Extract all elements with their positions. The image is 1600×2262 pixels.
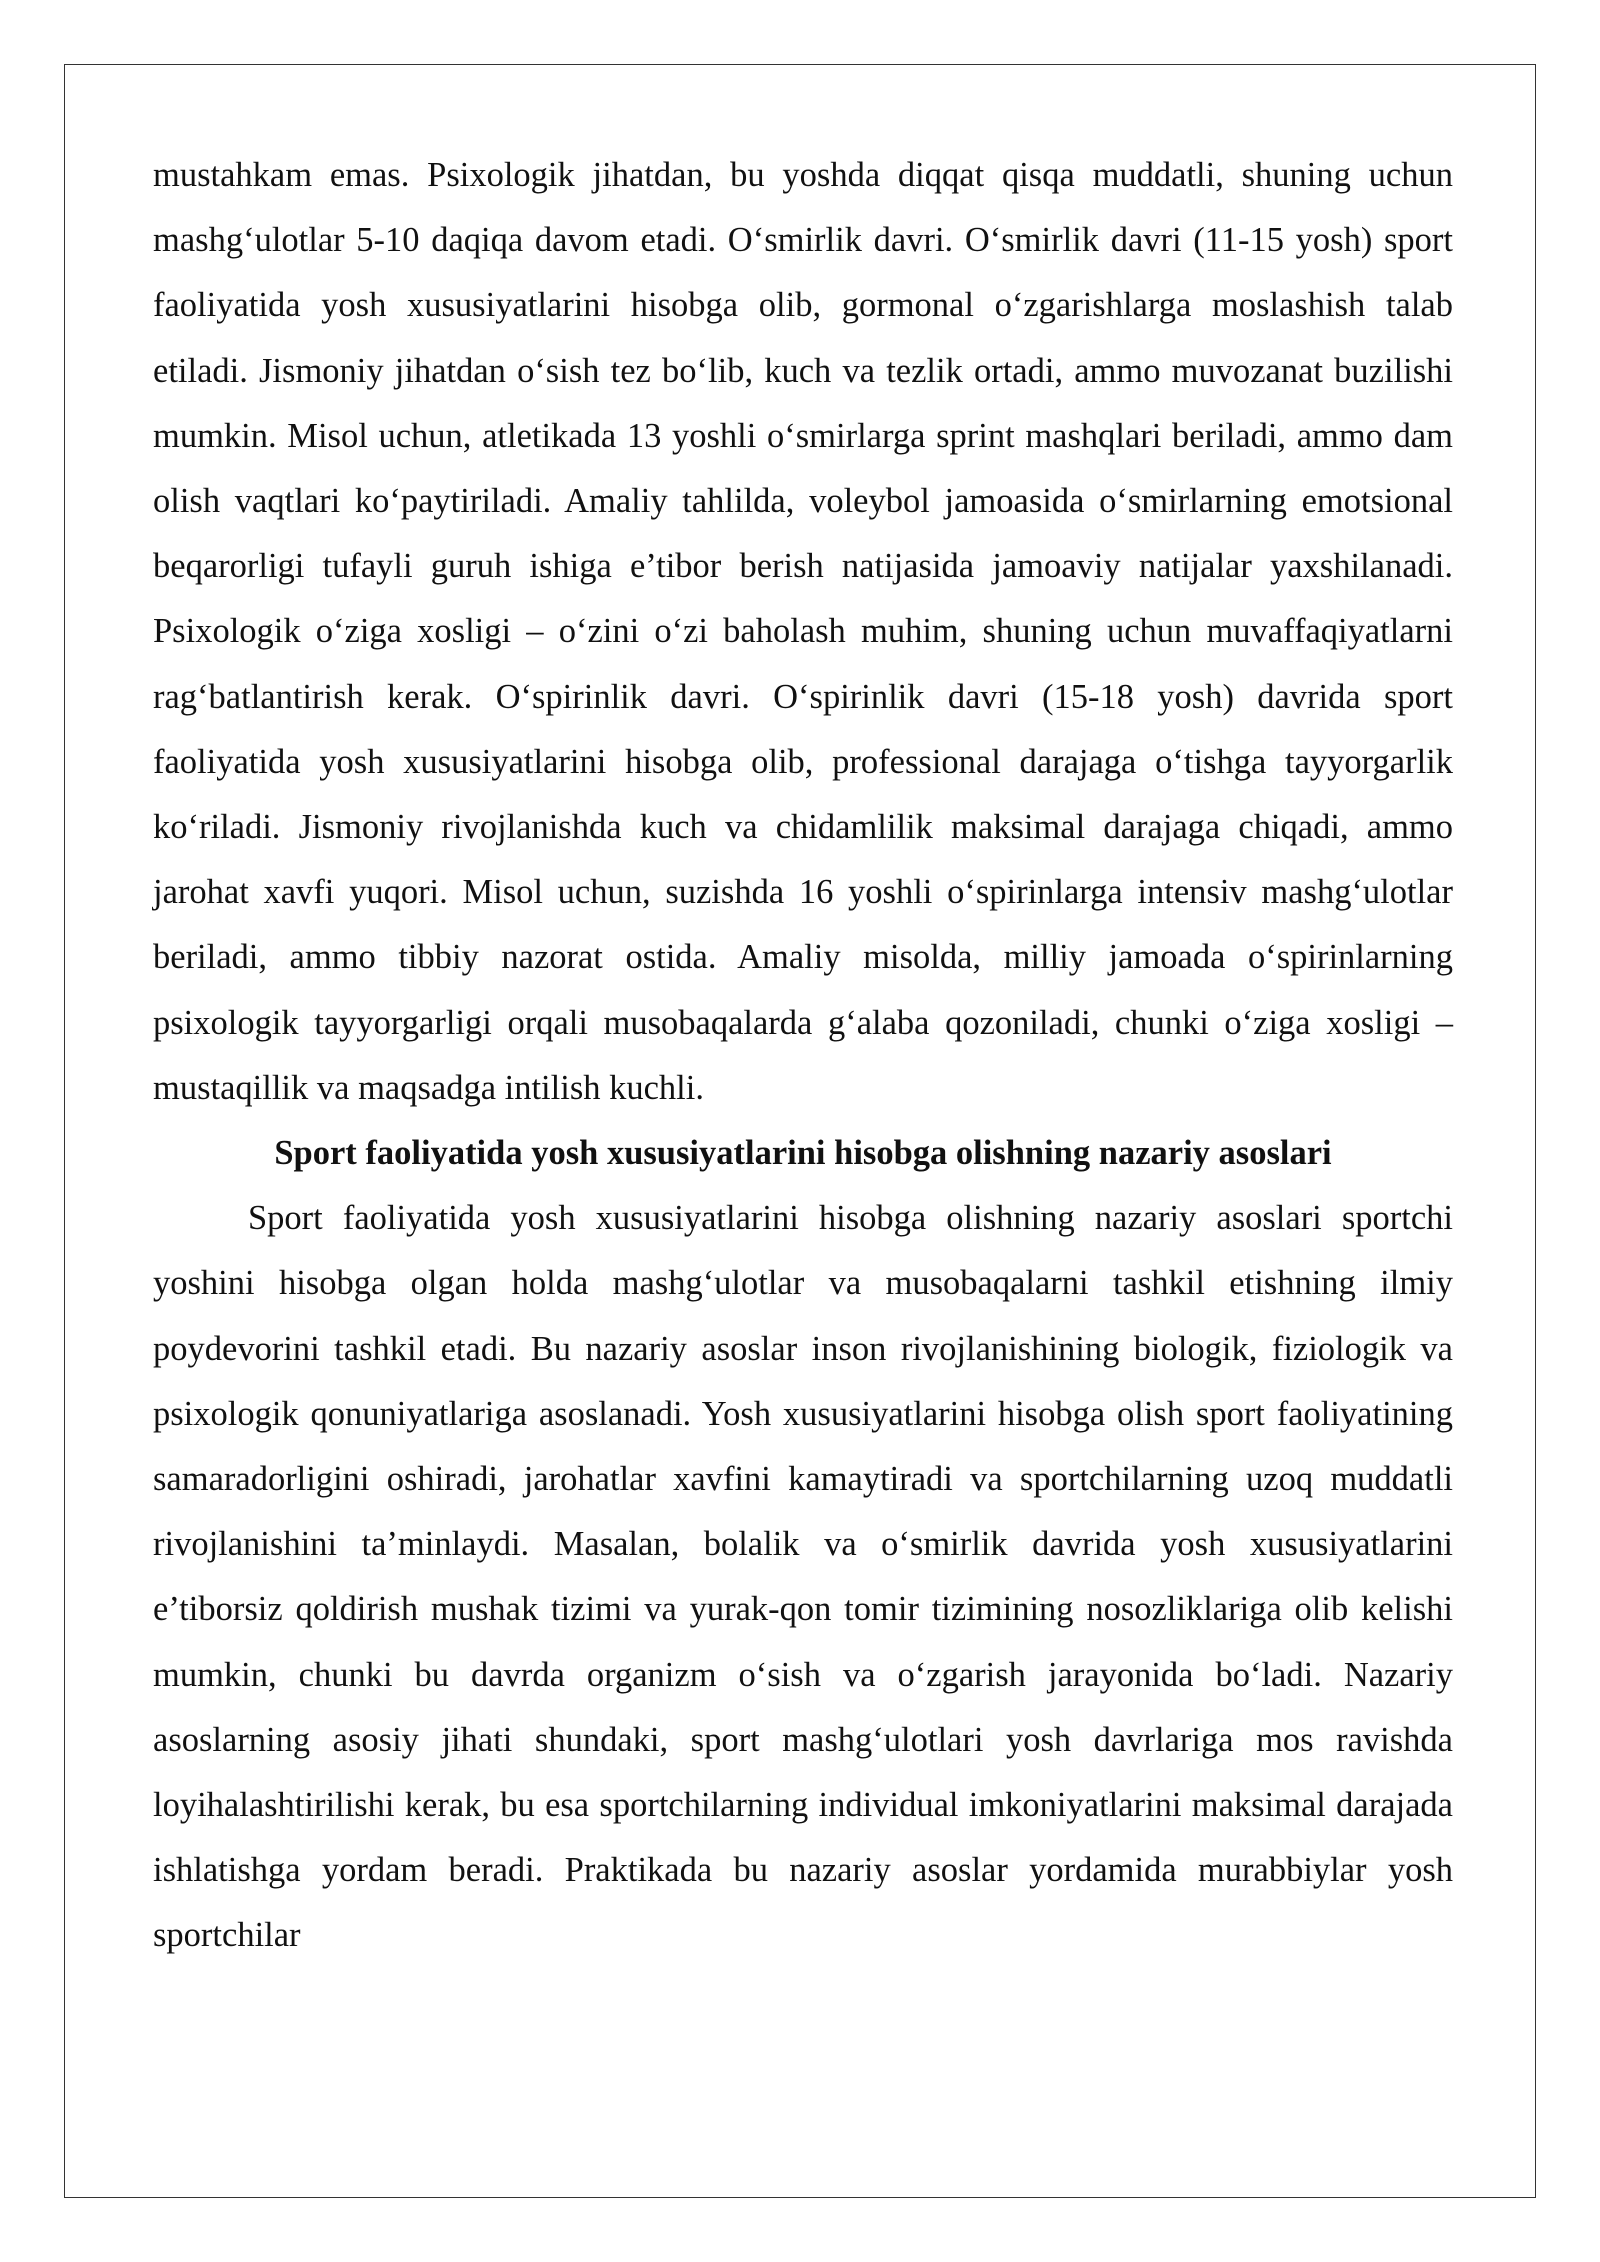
document-body [153,143,1453,1969]
paragraph-age-periods: mustahkam emas. Psixologik jihatdan, bu yoshda diqqat qisqa muddatli, shuning uchun mashg‘ulotlar 5-10 daqiqa davom etadi. O‘smirlik davri. O‘smirlik davri (11-15 yosh) sport faoliyatida yosh xususiyatlarini hisobga olib, gormonal o‘zgarishlarga moslashish talab etiladi. Jismoniy jihatdan o‘sish tez bo‘lib, kuch va tezlik ortadi, ammo muvozanat buzilishi mumkin. Misol uchun, atletikada 13 yoshli o‘smirlarga sprint mashqlari beriladi, ammo dam olish vaqtlari ko‘paytiriladi. Amaliy tahlilda, voleybol jamoasida o‘smirlarning emotsional beqarorligi tufayli guruh ishiga e’tibor berish natijasida jamoaviy natijalar yaxshilanadi. Psixologik o‘ziga xosligi – o‘zini o‘zi baholash muhim, shuning uchun muvaffaqiyatlarni rag‘batlantirish kerak. O‘spirinlik davri. O‘spirinlik davri (15-18 yosh) davrida sport faoliyatida yosh xususiyatlarini hisobga olib, professional darajaga o‘tishga tayyorgarlik ko‘riladi. Jismoniy rivojlanishda kuch va chidamlilik maksimal darajaga chiqadi, ammo jarohat xavfi yuqori. Misol uchun, suzishda 16 yoshli o‘spirinlarga intensiv mashg‘ulotlar beriladi, ammo tibbiy nazorat ostida. Amaliy misolda, milliy jamoada o‘spirinlarning psixologik tayyorgarligi orqali musobaqalarda g‘alaba qozoniladi, chunki o‘ziga xosligi – mustaqillik va maqsadga intilish kuchli. [153,156,1453,1107]
section-heading: Sport faoliyatida yosh xususiyatlarini hisobga olishning nazariy asoslari [274,1134,1332,1173]
paragraph-theoretical-foundations: Sport faoliyatida yosh xususiyatlarini hisobga olishning nazariy asoslari sportchi yoshini hisobga olgan holda mashg‘ulotlar va musobaqalarni tashkil etishning ilmiy poydevorini tashkil etadi. Bu nazariy asoslar inson rivojlanishining biologik, fiziologik va psixologik qonuniyatlariga asoslanadi. Yosh xususiyatlarini hisobga olish sport faoliyatining samaradorligini oshiradi, jarohatlar xavfini kamaytiradi va sportchilarning uzoq muddatli rivojlanishini ta’minlaydi. Masalan, bolalik va o‘smirlik davrida yosh xususiyatlarini e’tiborsiz qoldirish mushak tizimi va yurak-qon tomir tizimining nosozliklariga olib kelishi mumkin, chunki bu davrda organizm o‘sish va o‘zgarish jarayonida bo‘ladi. Nazariy asoslarning asosiy jihati shundaki, sport mashg‘ulotlari yosh davrlariga mos ravishda loyihalashtirilishi kerak, bu esa sportchilarning individual imkoniyatlarini maksimal darajada ishlatishga yordam beradi. Praktikada bu nazariy asoslar yordamida murabbiylar yosh sportchilar [153,1199,1453,1955]
